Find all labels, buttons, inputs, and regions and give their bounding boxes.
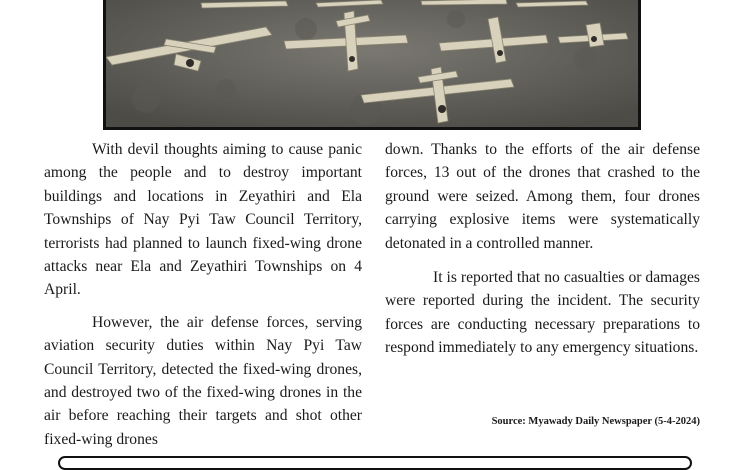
article-column-right	[385, 138, 700, 360]
article-paragraph: With devil thoughts aiming to cause panic among the people and to destroy important buildings and locations in Zeyathiri and Ela Townships of Nay Pyi Taw Council Territory, terrorists had planned to launch fixed-wing drone attacks near Ela and Zeyathiri Townships on 4 April.	[44, 141, 362, 299]
article-paragraph: It is reported that no casualties or damages were reported during the incident. The security forces are conducting necessary preparations to respond immediately to any emergency situations.	[385, 269, 700, 357]
article-column-left	[44, 138, 362, 451]
article-paragraph: However, the air defense forces, serving aviation security duties within Nay Pyi Taw Council Territory, detected the fixed-wing drones, and destroyed two of the fixed-wing drones in the air before reaching their targets and shot other fixed-wing drones	[44, 313, 362, 448]
source-credit: Source: Myawady Daily Newspaper (5-4-2024)	[491, 416, 700, 427]
drones-photo	[103, 0, 641, 130]
bottom-frame	[58, 456, 692, 470]
article-paragraph: down. Thanks to the efforts of the air defense forces, 13 out of the drones that crashed to the ground were seized. Among them, four drones carrying explosive items were systematically detonated in a controlled manner.	[385, 141, 700, 252]
